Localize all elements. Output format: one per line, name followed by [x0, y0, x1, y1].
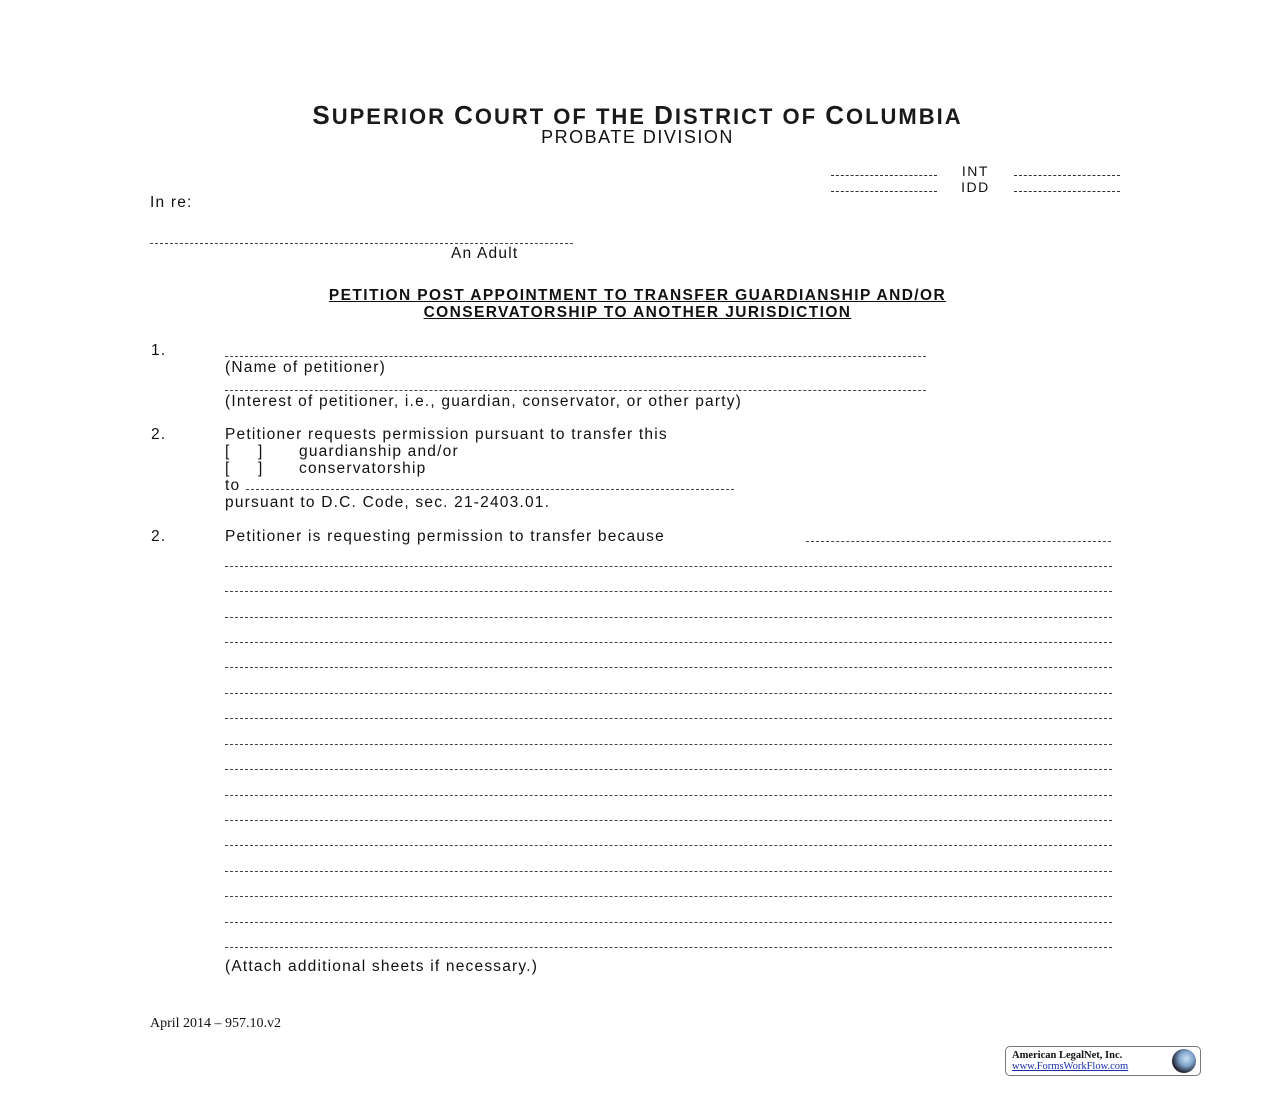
- petitioner-interest-label: (Interest of petitioner, i.e., guardian, conservator, or other party): [225, 393, 743, 410]
- party-type-label: An Adult: [451, 245, 519, 262]
- item3-number: 2.: [151, 528, 167, 545]
- idd-prefix-field[interactable]: [831, 190, 937, 192]
- reason-line[interactable]: [225, 922, 1112, 923]
- reason-line[interactable]: [225, 744, 1112, 745]
- idd-case-number-row: [831, 179, 1120, 195]
- conservatorship-option-label: conservatorship: [299, 460, 427, 477]
- petitioner-name-field[interactable]: [225, 356, 926, 357]
- conservatorship-checkbox-row: [225, 460, 426, 478]
- item2-number: 2.: [151, 426, 167, 443]
- guardianship-checkbox-row: [225, 443, 459, 461]
- reason-line[interactable]: [225, 693, 1112, 694]
- jurisdiction-field[interactable]: [246, 488, 734, 490]
- form-version: April 2014 – 957.10.v2: [150, 1016, 282, 1031]
- to-label: to: [225, 477, 241, 494]
- title-part: ISTRICT OF: [674, 104, 826, 129]
- reason-line[interactable]: [225, 566, 1112, 567]
- reason-line[interactable]: [225, 642, 1112, 643]
- int-case-number-row: [831, 163, 1120, 179]
- idd-label: IDD: [961, 179, 990, 195]
- publisher-logo[interactable]: [1005, 1046, 1201, 1076]
- guardianship-option-label: guardianship and/or: [299, 443, 459, 460]
- respondent-name-field[interactable]: [150, 243, 573, 244]
- reason-line[interactable]: [225, 845, 1112, 846]
- reason-line[interactable]: [225, 795, 1112, 796]
- petitioner-interest-field[interactable]: [225, 390, 926, 391]
- publisher-name: American LegalNet, Inc.: [1012, 1050, 1123, 1061]
- title-part: OURT OF THE: [474, 104, 655, 129]
- petitioner-name-label: (Name of petitioner): [225, 359, 386, 376]
- reason-line[interactable]: [225, 896, 1112, 897]
- reason-line[interactable]: [225, 718, 1112, 719]
- item1-number: 1.: [151, 342, 167, 359]
- title-part: UPERIOR: [331, 104, 455, 129]
- title-initial: C: [454, 100, 475, 130]
- reason-line[interactable]: [225, 769, 1112, 770]
- reason-line[interactable]: [225, 667, 1112, 668]
- reason-line[interactable]: [225, 591, 1112, 592]
- int-label: INT: [961, 163, 989, 179]
- title-part: OLUMBIA: [845, 104, 963, 129]
- in-re-label: In re:: [150, 194, 193, 211]
- item2-request-text: Petitioner requests permission pursuant to transfer this: [225, 426, 668, 443]
- int-number-field[interactable]: [1014, 174, 1120, 176]
- reason-line[interactable]: [225, 617, 1112, 618]
- title-initial: C: [825, 100, 846, 130]
- title-initial: S: [312, 100, 332, 130]
- attach-note: (Attach additional sheets if necessary.): [225, 958, 539, 975]
- transfer-to-row: [225, 477, 734, 495]
- conservatorship-checkbox[interactable]: [ ]: [225, 460, 264, 477]
- petition-title-line1: PETITION POST APPOINTMENT TO TRANSFER GUARDIANSHIP AND/OR: [328, 287, 947, 304]
- globe-icon: [1172, 1049, 1196, 1073]
- reason-line[interactable]: [225, 871, 1112, 872]
- int-prefix-field[interactable]: [831, 174, 937, 176]
- statute-reference: pursuant to D.C. Code, sec. 21-2403.01.: [225, 494, 551, 511]
- reason-line[interactable]: [225, 820, 1112, 821]
- title-initial: D: [654, 100, 675, 130]
- item3-reason-text: Petitioner is requesting permission to transfer because: [225, 528, 665, 545]
- reason-field-first-line[interactable]: [806, 541, 1111, 542]
- petition-title-line2: CONSERVATORSHIP TO ANOTHER JURISDICTION: [423, 304, 852, 321]
- idd-number-field[interactable]: [1014, 190, 1120, 192]
- division-name: PROBATE DIVISION: [541, 127, 734, 147]
- publisher-url-link[interactable]: www.FormsWorkFlow.com: [1012, 1061, 1129, 1072]
- guardianship-checkbox[interactable]: [ ]: [225, 443, 264, 460]
- reason-line[interactable]: [225, 947, 1112, 948]
